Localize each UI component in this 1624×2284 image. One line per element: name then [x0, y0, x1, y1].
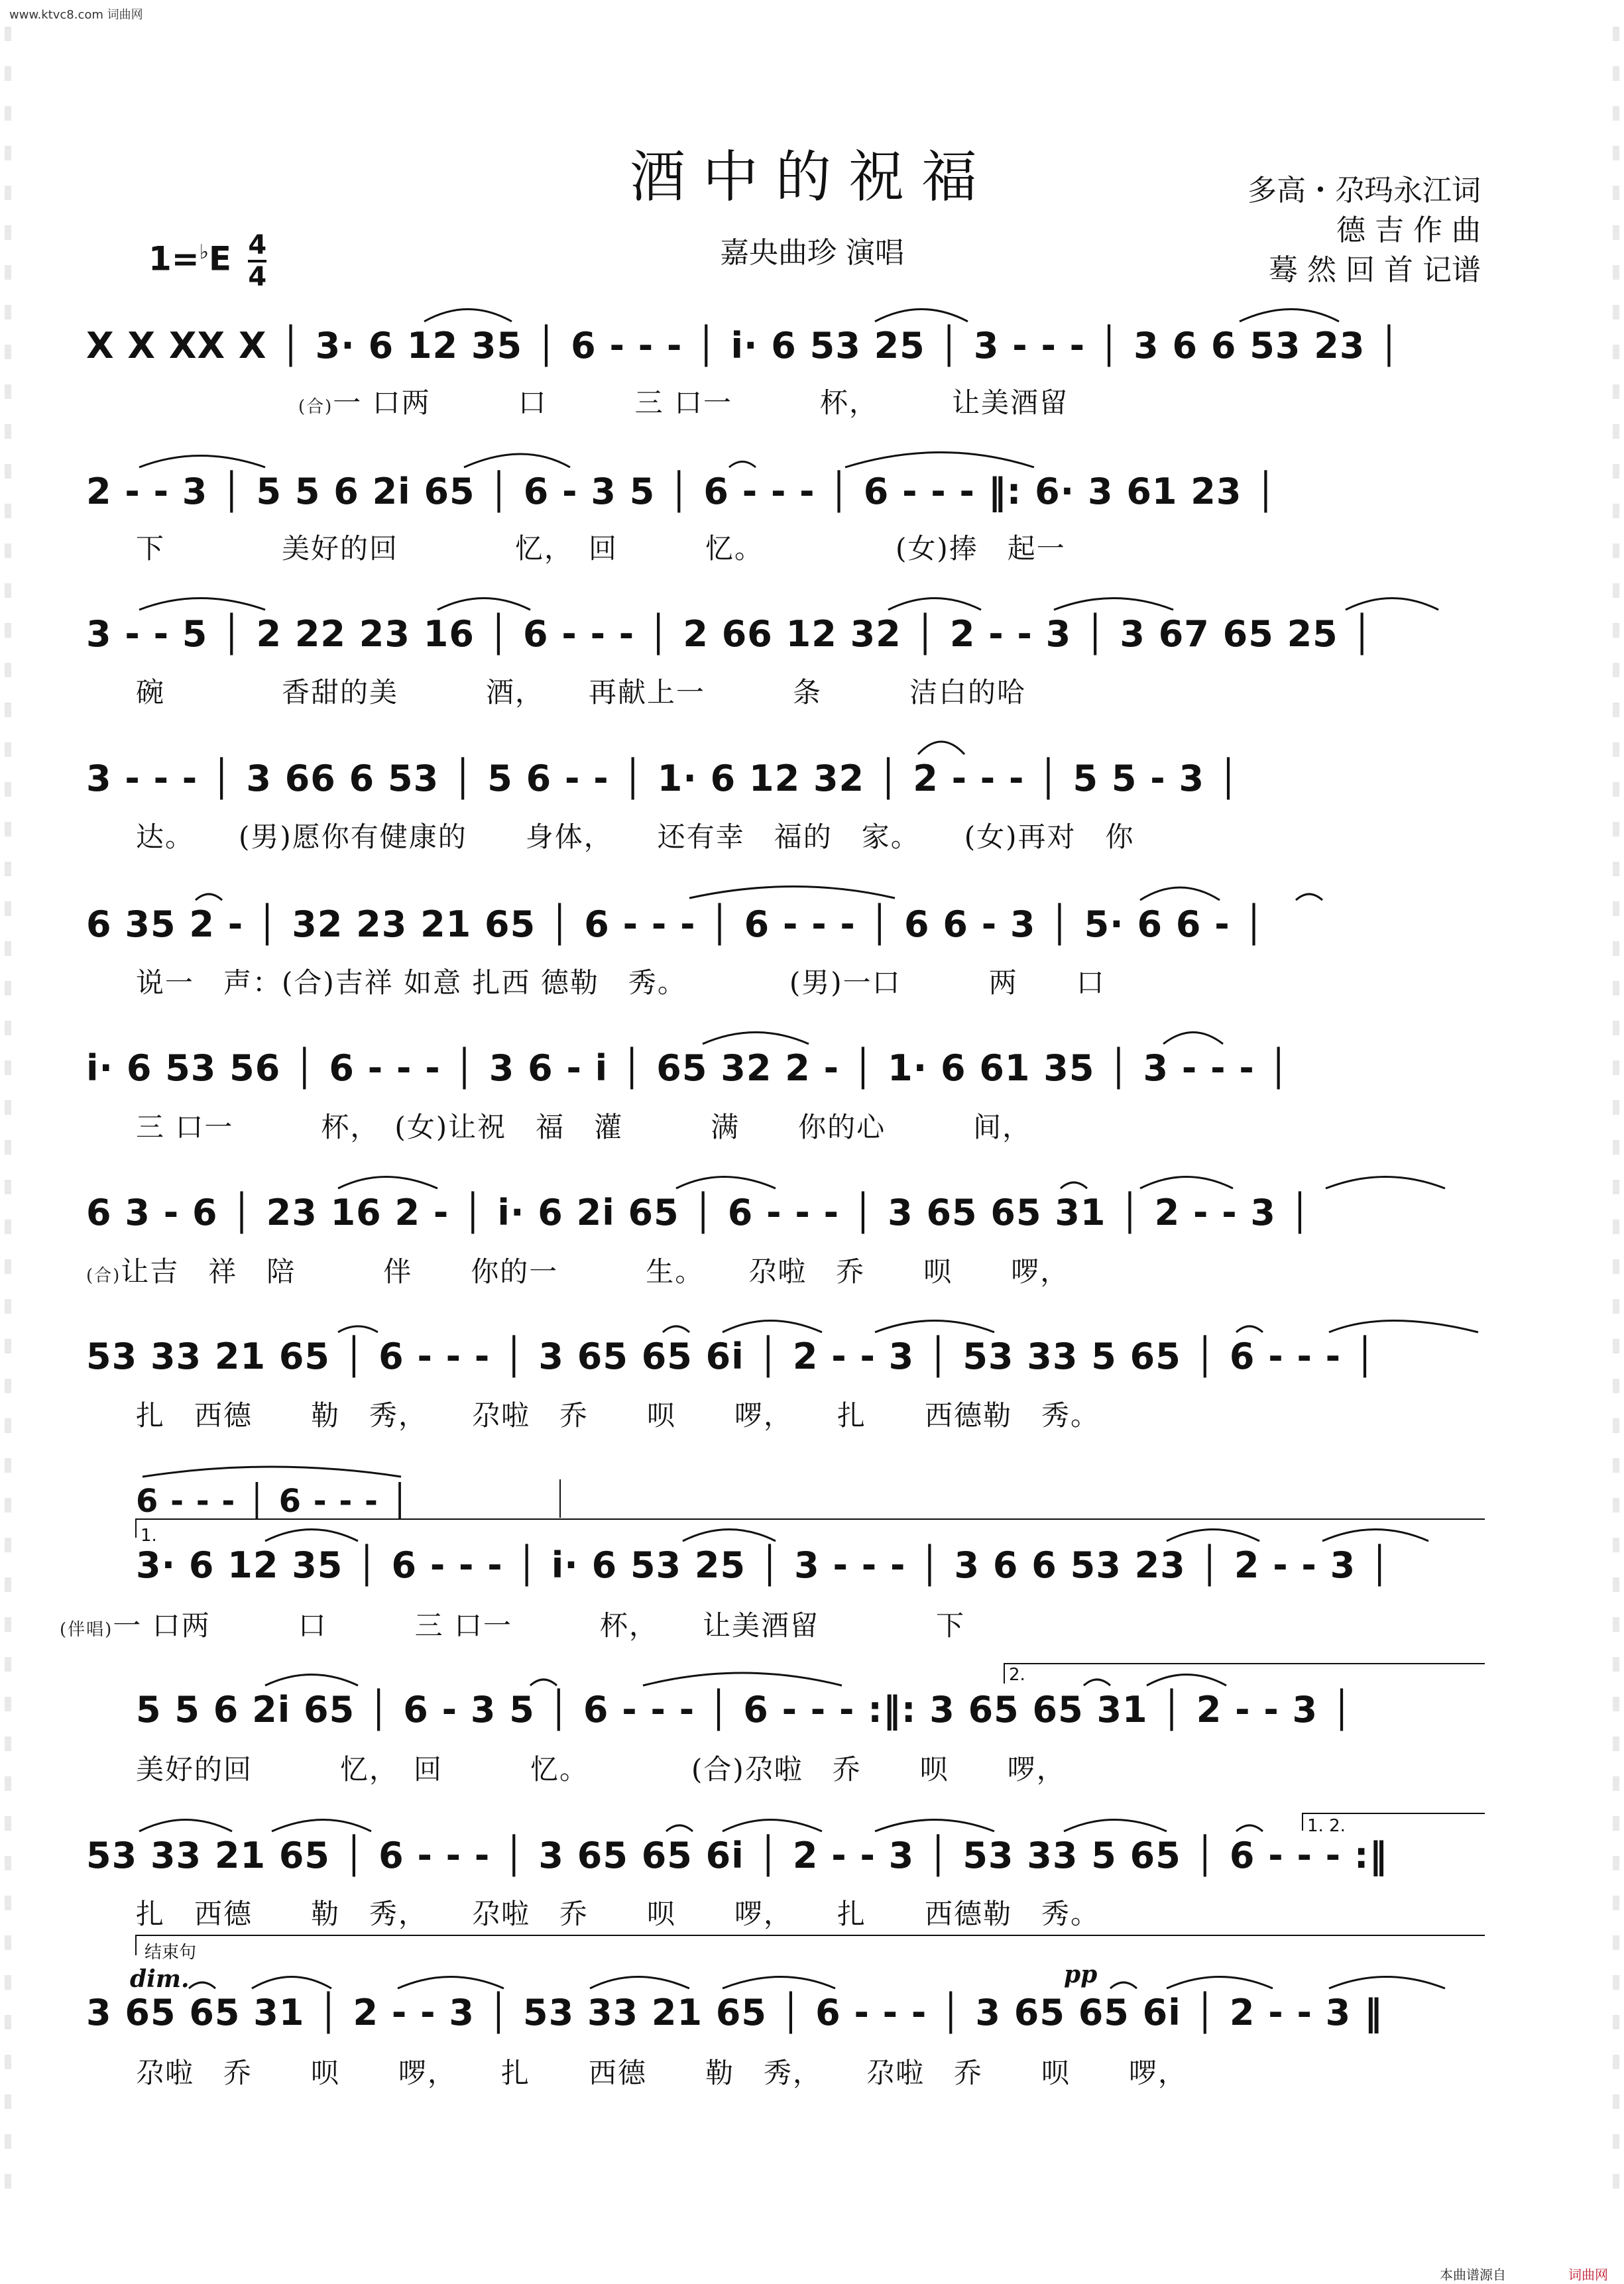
slur [1163, 1033, 1223, 1045]
volta-2: 2. [1009, 1665, 1025, 1685]
slur [666, 1825, 693, 1831]
slur [723, 1977, 835, 1989]
slur [252, 1977, 331, 1989]
slur [1054, 599, 1173, 610]
slur [338, 1326, 378, 1332]
slur [676, 1177, 776, 1189]
slur [643, 1673, 842, 1685]
slur [1147, 1675, 1226, 1686]
slur [683, 1530, 776, 1542]
composer-credit: 德 吉 作 曲 [1336, 213, 1481, 247]
slur [1329, 1977, 1445, 1989]
lyric-text: 说一 声：(合)吉祥 如意 扎西 德勒 秀。 (男)一口 两 口 [136, 966, 1106, 999]
slur [530, 1680, 557, 1685]
lyric-text: 扎 西德 勒 秀， 尕啦 乔 呗 啰， 扎 西德勒 秀。 [136, 1898, 1100, 1930]
slur [663, 1326, 689, 1332]
footer-source: 本曲谱源自 [1440, 2267, 1506, 2283]
lyric-text: 下 美好的回 忆， 回 忆。 (女)捧 起一 [136, 532, 1066, 565]
lyric-text: 一 口两 口 三 口一 杯， 让美酒留 [333, 386, 1069, 419]
slur [265, 1675, 358, 1686]
ending-bracket [136, 1935, 1485, 1955]
slur [437, 599, 530, 610]
slur [139, 599, 265, 610]
slur [845, 453, 1034, 468]
notation-line: 2 - - 3 │ 5 5 6 2i 65 │ 6 - 3 5 │ 6 - - - │ 6 - - - ‖: 6· 3 61 23 │ [86, 471, 1277, 512]
slur [1061, 1182, 1087, 1188]
slur [723, 1820, 822, 1832]
slur [1326, 1177, 1445, 1189]
slur [1167, 1530, 1259, 1542]
slur [1236, 1825, 1263, 1831]
lyric-text: 达。 (男)愿你有健康的 身体， 还有幸 福的 家。 (女)再对 你 [136, 821, 1135, 853]
lyric-role: (合) [298, 397, 333, 417]
slur [888, 599, 981, 610]
slur [1329, 1321, 1478, 1333]
dim-marking: dim. [130, 1965, 190, 1993]
slur [398, 1977, 504, 1989]
notation-line: 3 - - 5 │ 2 22 23 16 │ 6 - - - │ 2 66 12 32 │ 2 - - 3 │ 3 67 65 25 │ [86, 613, 1374, 655]
flat-sign: ♭ [199, 240, 209, 264]
slur [1296, 894, 1322, 900]
slur [1064, 1820, 1167, 1832]
lyric-text: 扎 西德 勒 秀， 尕啦 乔 呗 啰， 扎 西德勒 秀。 [136, 1399, 1100, 1432]
notation-line: X X XX X │ 3· 6 12 35 │ 6 - - - │ i· 6 53 25 │ 3 - - - │ 3 6 6 53 23 │ [86, 325, 1401, 367]
lyric-text: 碗 香甜的美 酒， 再献上一 条 洁白的哈 [136, 676, 1027, 709]
slur [1140, 1177, 1233, 1189]
slur [1140, 887, 1220, 900]
slur [703, 1033, 809, 1045]
meter-bottom: 4 [248, 262, 267, 292]
lyric-text: 尕啦 乔 呗 啰， 扎 西德 勒 秀， 尕啦 乔 呗 啰， [136, 2057, 1188, 2089]
lyric-text: 一 口两 口 三 口一 杯， 让美酒留 下 [113, 1609, 965, 1642]
slur [139, 1820, 232, 1832]
lyric-text: 美好的回 忆， 回 忆。 (合)尕啦 乔 呗 啰， [136, 1753, 1066, 1786]
slur [875, 310, 968, 322]
slur [590, 1977, 689, 1989]
notation-line-ending: 6 - - - │ 6 - - - │ [136, 1483, 410, 1520]
volta-bracket-12 [1303, 1813, 1485, 1831]
lyric-role: (合) [86, 1266, 121, 1286]
volta-bracket-1 [136, 1519, 1485, 1538]
slur [875, 1321, 994, 1333]
slur [424, 310, 512, 322]
volta-1-2: 1. 2. [1307, 1816, 1346, 1836]
volta-bracket-2 [1004, 1664, 1485, 1684]
notation-line: 53 33 21 65 │ 6 - - - │ 3 65 65 6i │ 2 - - 3 │ 53 33 5 65 │ 6 - - - │ [86, 1336, 1377, 1377]
slur [272, 1820, 371, 1832]
transcriber-credit: 蓦 然 回 首 记谱 [1269, 253, 1481, 287]
key-label: 1= [148, 239, 200, 278]
slur [723, 1321, 822, 1333]
notation-line: 3 - - - │ 3 66 6 53 │ 5 6 - - │ 1· 6 12 32 │ 2 - - - │ 5 5 - 3 │ [86, 758, 1240, 799]
notation-line: 6 35 2 - │ 32 23 21 65 │ 6 - - - │ 6 - - - │ 6 6 - 3 │ 5· 6 6 - │ [86, 903, 1265, 945]
notation-line: i· 6 53 56 │ 6 - - - │ 3 6 - i │ 65 32 2 - │ 1· 6 61 35 │ 3 - - - │ [86, 1047, 1291, 1089]
slur [143, 1467, 401, 1477]
slur [139, 456, 265, 468]
slur [464, 454, 570, 467]
song-title: 酒中的祝福 [629, 144, 994, 209]
slur [189, 1982, 215, 1988]
notation-line: 3· 6 12 35 │ 6 - - - │ i· 6 53 25 │ 3 - - - │ 3 6 6 53 23 │ 2 - - 3 │ [136, 1544, 1391, 1586]
lyricist-credit: 多高・尕玛永江词 [1247, 174, 1481, 207]
meter-top: 4 [248, 231, 266, 262]
lyric-role: (伴唱) [60, 1620, 113, 1640]
slur [1167, 1977, 1273, 1989]
lyric-text: 三 口一 杯， (女)让祝 福 灌 满 你的心 间， [136, 1111, 1032, 1143]
slur [689, 887, 895, 899]
lyric-text: 让吉 祥 陪 伴 你的一 生。 尕啦 乔 呗 啰， [121, 1255, 1070, 1288]
slur [1110, 1982, 1137, 1988]
key-note: E [208, 239, 231, 278]
slur [265, 1530, 358, 1542]
slur [918, 742, 964, 754]
notation-line: 3 65 65 31 │ 2 - - 3 │ 53 33 21 65 │ 6 - - - │ 3 65 65 6i │ 2 - - 3 ‖ [86, 1992, 1383, 2033]
slur [875, 1820, 994, 1832]
footer-site[interactable]: 词曲网 [1568, 2267, 1608, 2283]
slur [196, 894, 222, 900]
slur [1322, 1530, 1428, 1542]
notation-line: 5 5 6 2i 65 │ 6 - 3 5 │ 6 - - - │ 6 - - - :‖: 3 65 65 31 │ 2 - - 3 │ [136, 1689, 1354, 1731]
slur [1084, 1680, 1110, 1685]
volta-1: 1. [141, 1526, 157, 1546]
slur [1240, 310, 1339, 322]
slur [1236, 1326, 1263, 1332]
ending-label: 结束句 [145, 1943, 197, 1963]
slur [1346, 599, 1438, 610]
slur [729, 462, 756, 468]
slur [338, 1177, 437, 1189]
notation-line: 6 3 - 6 │ 23 16 2 - │ i· 6 2i 65 │ 6 - - - │ 3 65 65 31 │ 2 - - 3 │ [86, 1192, 1312, 1233]
singer-credit: 嘉央曲珍 演唱 [720, 236, 904, 270]
notation-line: 53 33 21 65 │ 6 - - - │ 3 65 65 6i │ 2 - - 3 │ 53 33 5 65 │ 6 - - - :‖ [86, 1835, 1388, 1876]
pp-marking: pp [1064, 1961, 1098, 1988]
site-url[interactable]: www.ktvc8.com 词曲网 [9, 8, 143, 22]
